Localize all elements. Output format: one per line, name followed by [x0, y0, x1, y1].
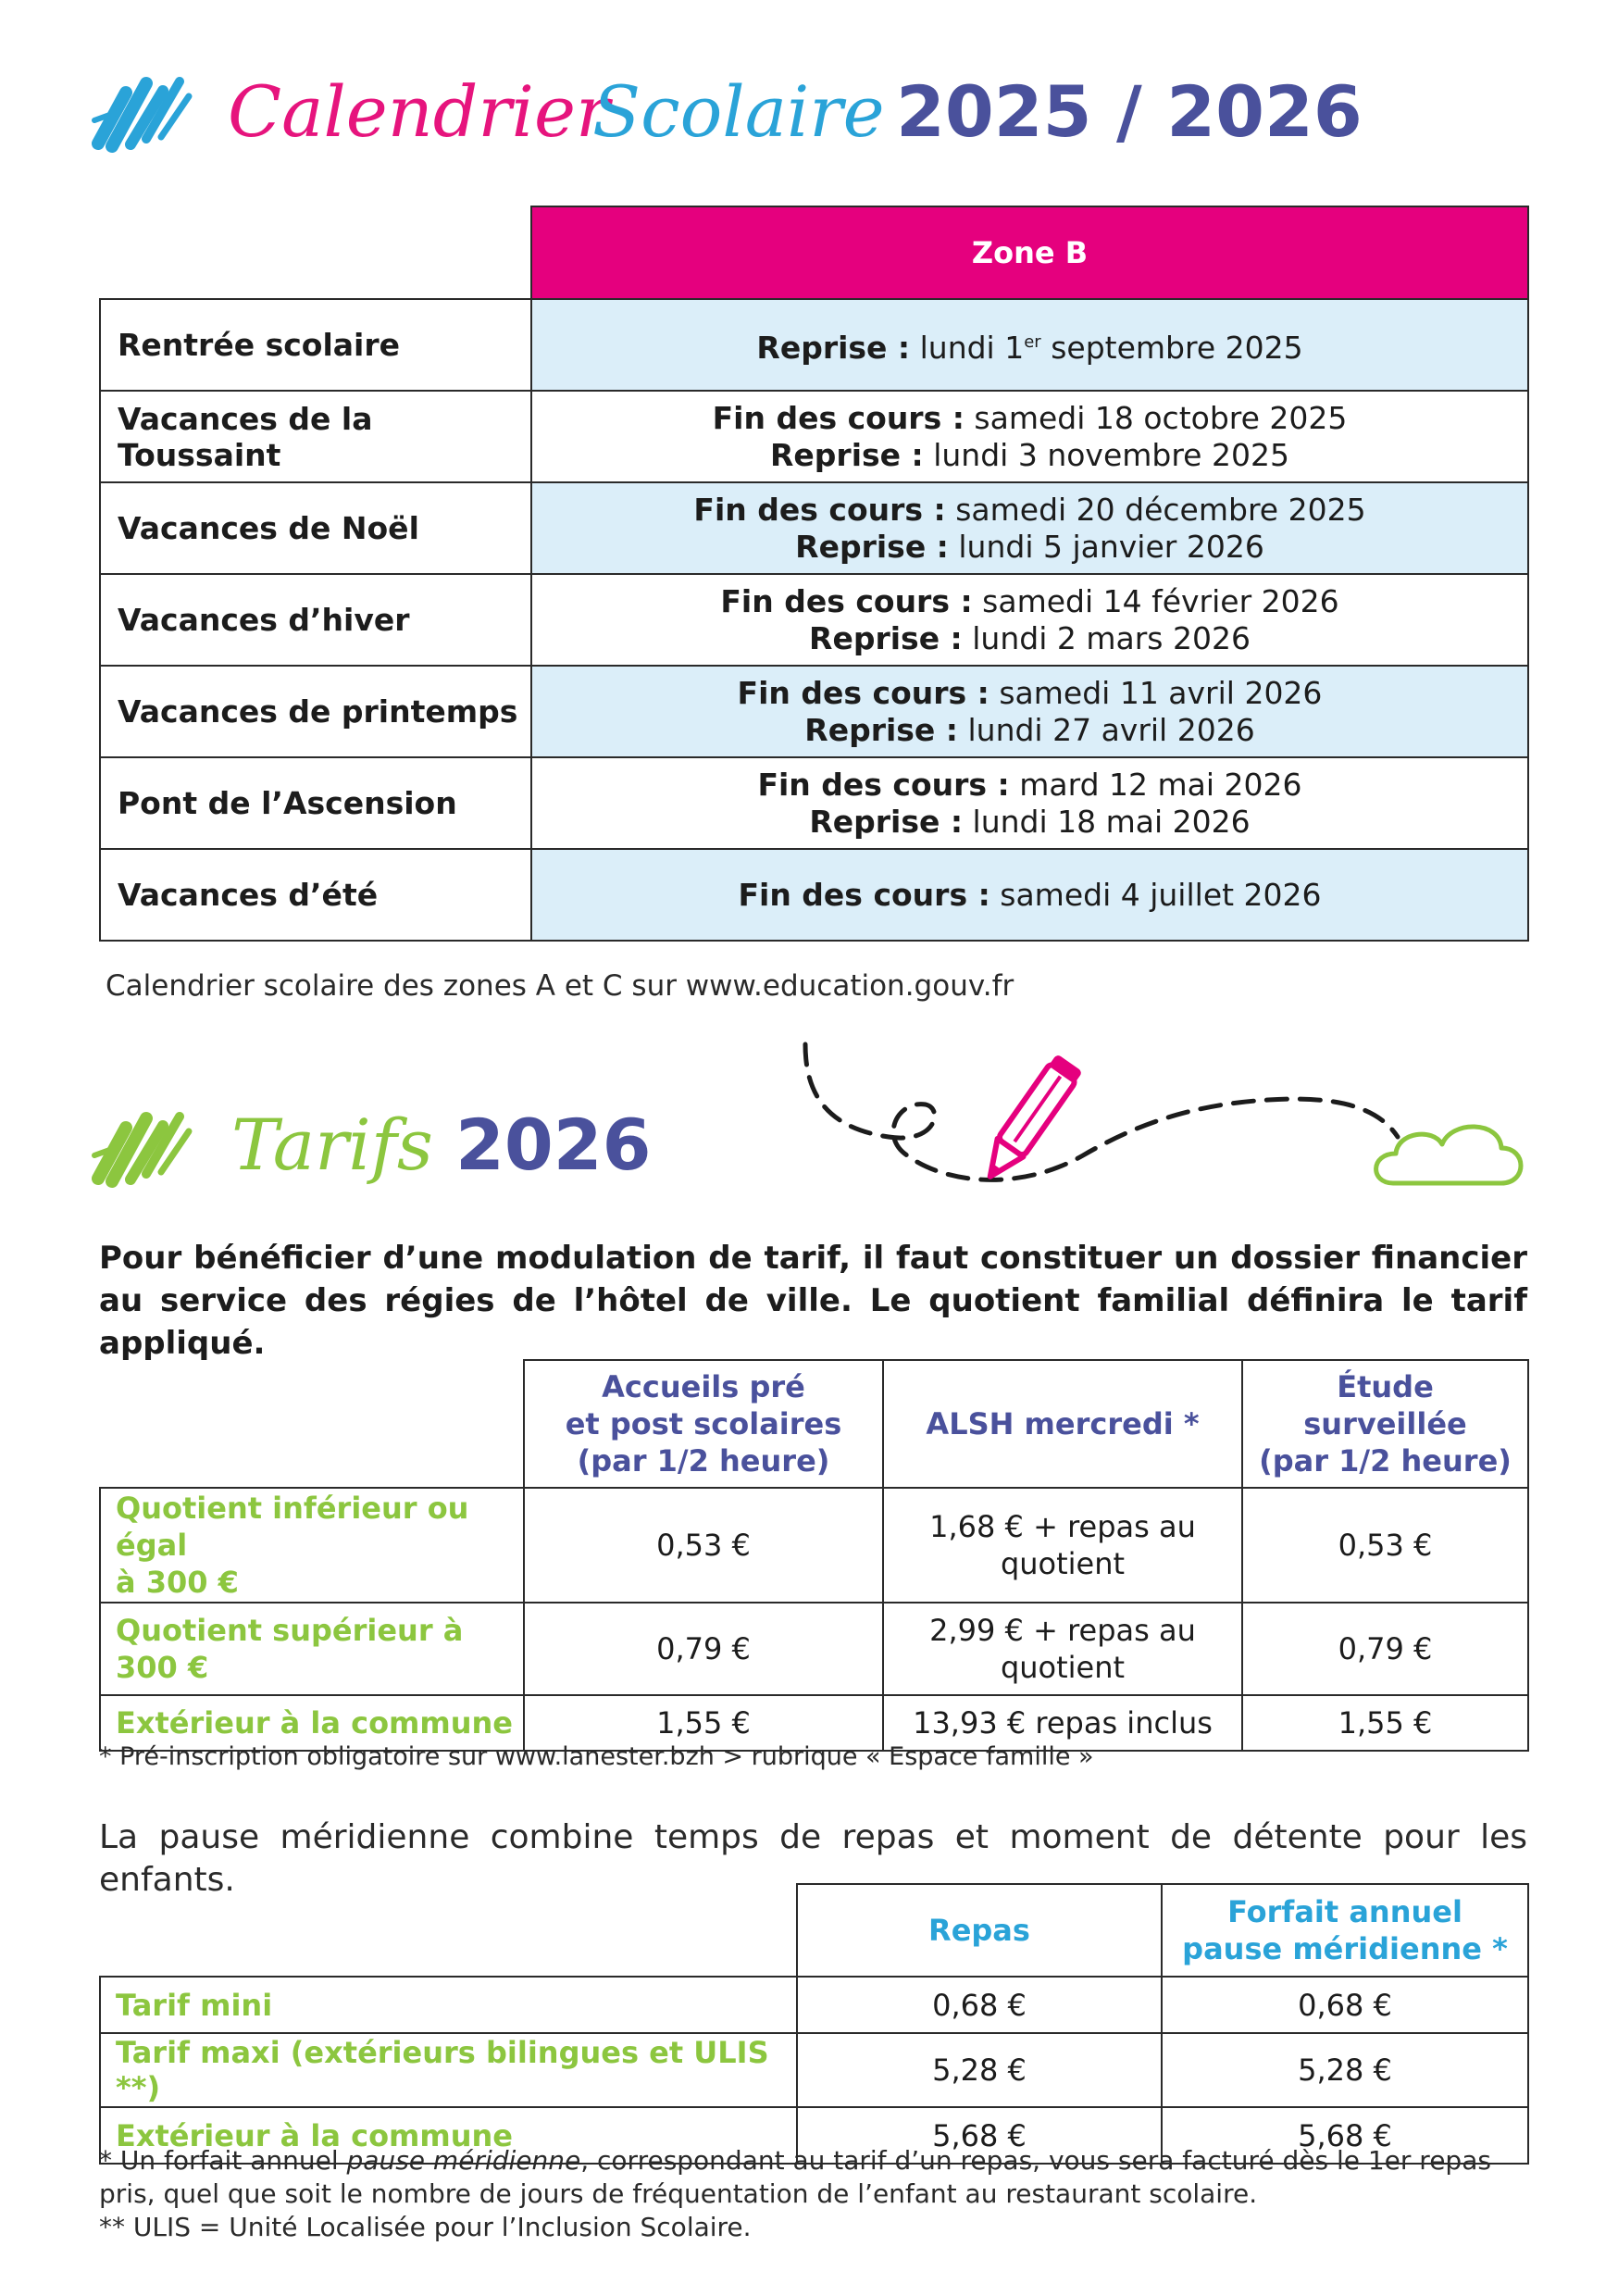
row-label: Pont de l’Ascension	[100, 757, 531, 849]
empty-corner-cell	[100, 1884, 797, 1977]
empty-corner-cell	[100, 206, 531, 299]
table-row	[100, 1488, 1528, 1603]
table-row	[100, 666, 1528, 757]
price-cell: 0,79 €	[1242, 1603, 1528, 1695]
date-text: samedi 20 décembre 2025	[945, 491, 1366, 528]
tarifs-note: * Pré-inscription obligatoire sur www.lanester.bzh > rubrique « Espace famille »	[99, 1742, 1094, 1771]
date-label: Reprise :	[770, 436, 924, 473]
price-cell: 5,68 €	[1162, 2107, 1528, 2164]
table-row	[100, 2033, 1528, 2107]
date-label: Fin des cours :	[693, 491, 946, 528]
row-label: Tarif maxi (extérieurs bilingues et ULIS **)	[100, 2033, 797, 2107]
date-text: septembre 2025	[1040, 329, 1303, 366]
header-line: Étude	[1337, 1369, 1434, 1404]
col-header-forfait	[1162, 1884, 1528, 1977]
tarifs-table	[99, 1359, 1529, 1752]
price-line: quotient	[1000, 1650, 1126, 1685]
price-cell: 5,68 €	[797, 2107, 1162, 2164]
header-line: surveillée	[1303, 1406, 1467, 1441]
date-label: Reprise :	[809, 803, 964, 840]
header-line: pause méridienne *	[1182, 1931, 1508, 1966]
header-line: (par 1/2 heure)	[577, 1443, 830, 1479]
table-row	[100, 1603, 1528, 1695]
calendar-note: Calendrier scolaire des zones A et C sur www.education.gouv.fr	[106, 969, 1014, 1003]
row-dates	[531, 666, 1528, 757]
date-label: Fin des cours :	[712, 399, 965, 436]
footnote-forfait	[99, 2144, 1543, 2211]
row-dates	[531, 849, 1528, 941]
price-cell: 0,68 €	[1162, 1977, 1528, 2033]
dashed-path-decoration	[787, 1035, 1527, 1211]
price-cell: 0,53 €	[524, 1488, 883, 1603]
date-text: mard 12 mai 2026	[1009, 766, 1302, 803]
col-header-repas: Repas	[797, 1884, 1162, 1977]
date-label: Fin des cours :	[737, 674, 989, 711]
price-line: 1,68 € + repas au	[929, 1509, 1196, 1544]
date-text: lundi 27 avril 2026	[958, 711, 1255, 748]
date-text: samedi 11 avril 2026	[989, 674, 1323, 711]
table-row	[100, 757, 1528, 849]
date-text: samedi 4 juillet 2026	[989, 876, 1322, 913]
date-text: lundi 1	[910, 329, 1025, 366]
header-line: (par 1/2 heure)	[1259, 1443, 1512, 1479]
date-label: Fin des cours :	[757, 766, 1010, 803]
price-cell: 5,28 €	[1162, 2033, 1528, 2107]
date-text: samedi 18 octobre 2025	[964, 399, 1348, 436]
header-line: Accueils pré	[602, 1369, 805, 1404]
table-row	[100, 482, 1528, 574]
footnote-ulis: ** ULIS = Unité Localisée pour l’Inclusion Scolaire.	[99, 2212, 752, 2242]
date-label: Reprise :	[795, 528, 949, 565]
row-dates	[531, 482, 1528, 574]
date-text: samedi 14 février 2026	[972, 582, 1339, 619]
table-row	[100, 391, 1528, 482]
row-dates	[531, 299, 1528, 391]
row-label: Vacances de la Toussaint	[100, 391, 531, 482]
date-text: lundi 2 mars 2026	[962, 619, 1251, 656]
date-sup: er	[1024, 331, 1041, 352]
col-header-alsh: ALSH mercredi *	[883, 1360, 1242, 1488]
row-dates	[531, 391, 1528, 482]
row-label: Extérieur à la commune	[100, 2107, 797, 2164]
price-cell: 13,93 € repas inclus	[883, 1695, 1242, 1751]
col-header-etude	[1242, 1360, 1528, 1488]
date-label: Reprise :	[804, 711, 958, 748]
date-label: Fin des cours :	[738, 876, 990, 913]
table-row	[100, 574, 1528, 666]
title-tarifs: Tarifs	[231, 1104, 433, 1186]
row-label: Vacances de printemps	[100, 666, 531, 757]
date-text: lundi 18 mai 2026	[963, 803, 1251, 840]
calendar-table	[99, 206, 1529, 942]
green-scribble-icon	[89, 1100, 200, 1192]
table-row	[100, 1977, 1528, 2033]
footnote-text: * Un forfait annuel	[99, 2145, 347, 2176]
tarifs-header-row	[100, 1360, 1528, 1488]
price-cell	[883, 1488, 1242, 1603]
empty-corner-cell	[100, 1360, 524, 1488]
footnote-text: , correspondant au tarif d’un repas, vous sera facturé dès le 1er repas pris, quel que soit le nombre de jours de fréquentation de l’enfant au restaurant scolaire.	[99, 2145, 1491, 2209]
row-dates	[531, 757, 1528, 849]
pause-table	[99, 1883, 1529, 2165]
row-label: Vacances d’été	[100, 849, 531, 941]
row-dates	[531, 574, 1528, 666]
table-row	[100, 849, 1528, 941]
date-label: Fin des cours :	[720, 582, 973, 619]
price-cell: 1,55 €	[524, 1695, 883, 1751]
price-cell: 0,53 €	[1242, 1488, 1528, 1603]
label-line: à 300 €	[116, 1565, 239, 1600]
date-text: lundi 5 janvier 2026	[948, 528, 1264, 565]
pause-intro: La pause méridienne combine temps de repas et moment de détente pour les enfants.	[99, 1818, 1527, 1899]
header-line: et post scolaires	[565, 1406, 842, 1441]
price-cell: 0,79 €	[524, 1603, 883, 1695]
price-cell	[883, 1603, 1242, 1695]
row-label	[100, 1488, 524, 1603]
date-text: lundi 3 novembre 2025	[923, 436, 1289, 473]
row-label: Tarif mini	[100, 1977, 797, 2033]
price-line: quotient	[1000, 1546, 1126, 1581]
title-scolaire: Scolaire	[592, 70, 885, 153]
title-year: 2025 / 2026	[896, 70, 1363, 153]
title-calendrier: Calendrier	[228, 70, 610, 153]
price-cell: 0,68 €	[797, 1977, 1162, 2033]
table-row	[100, 299, 1528, 391]
price-cell: 5,28 €	[797, 2033, 1162, 2107]
tarifs-intro: Pour bénéficier d’une modulation de tarif, il faut constituer un dossier financier au service des régies de l’hôtel de ville. Le quotient familial définira le tarif appliqué.	[99, 1240, 1527, 1362]
row-label: Rentrée scolaire	[100, 299, 531, 391]
row-label: Extérieur à la commune	[100, 1695, 524, 1751]
row-label: Vacances d’hiver	[100, 574, 531, 666]
date-label: Reprise :	[809, 619, 963, 656]
pause-header-row	[100, 1884, 1528, 1977]
blue-scribble-icon	[89, 65, 200, 157]
calendar-header-row	[100, 206, 1528, 299]
price-cell: 1,55 €	[1242, 1695, 1528, 1751]
row-label: Quotient supérieur à 300 €	[100, 1603, 524, 1695]
price-line: 2,99 € + repas au	[929, 1613, 1196, 1648]
label-line: Quotient inférieur ou égal	[116, 1491, 469, 1563]
date-label: Reprise :	[756, 329, 911, 366]
col-header-accueils	[524, 1360, 883, 1488]
footnotes	[99, 2144, 1543, 2244]
footnote-italic: pause méridienne	[346, 2145, 581, 2176]
title-tarifs-year: 2026	[455, 1104, 652, 1186]
row-label: Vacances de Noël	[100, 482, 531, 574]
zone-header: Zone B	[531, 206, 1528, 299]
header-line: Forfait annuel	[1227, 1894, 1462, 1929]
